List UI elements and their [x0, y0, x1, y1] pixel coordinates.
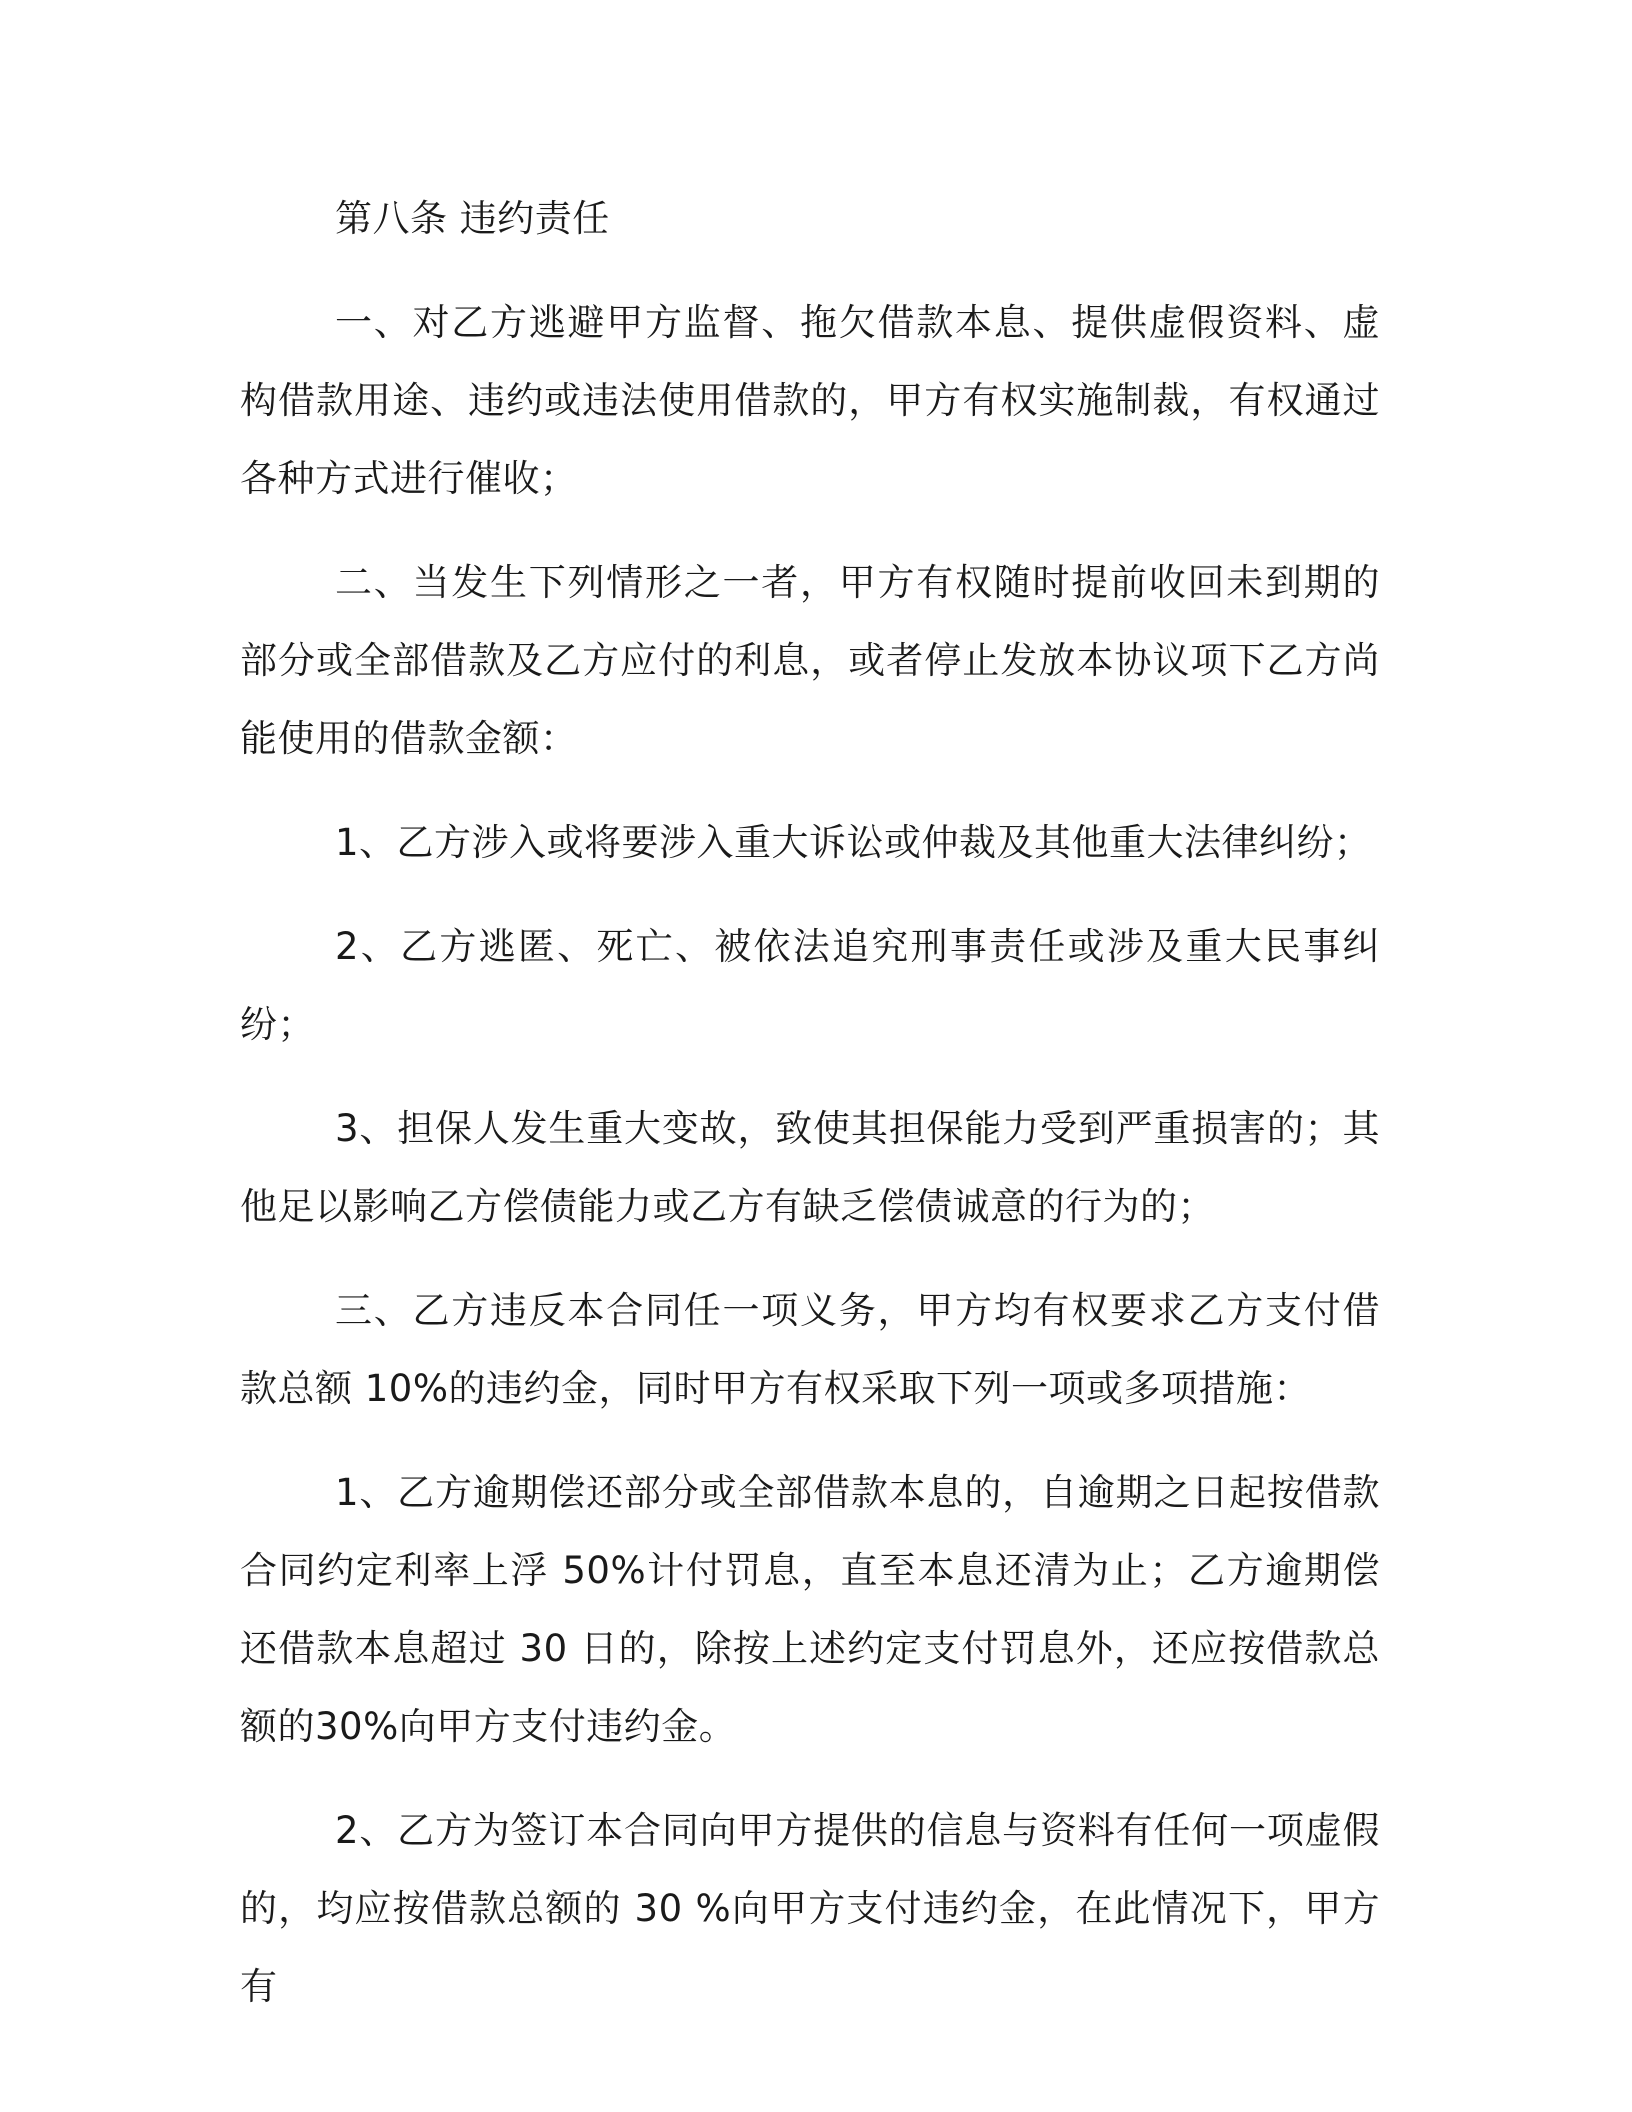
- list-item: 2、乙方为签订本合同向甲方提供的信息与资料有任何一项虚假的，均应按借款总额的 30 %向甲方支付违约金，在此情况下，甲方有: [240, 1809, 1380, 2008]
- list-item: 1、乙方逾期偿还部分或全部借款本息的，自逾期之日起按借款合同约定利率上浮 50%计付罚息，直至本息还清为止；乙方逾期偿还借款本息超过 30 日的，除按上述约定支付罚息外，还应按借款总额的30%向甲方支付违约金。: [240, 1471, 1380, 1748]
- section-heading: 第八条 违约责任: [335, 197, 610, 240]
- list-item: 1、乙方涉入或将要涉入重大诉讼或仲裁及其他重大法律纠纷；: [335, 821, 1372, 864]
- document-body: [240, 180, 1380, 2052]
- list-item: 3、担保人发生重大变故，致使其担保能力受到严重损害的；其他足以影响乙方偿债能力或乙方有缺乏偿债诚意的行为的；: [240, 1107, 1380, 1228]
- paragraph: 一、对乙方逃避甲方监督、拖欠借款本息、提供虚假资料、虚构借款用途、违约或违法使用借款的，甲方有权实施制裁，有权通过各种方式进行催收；: [240, 301, 1380, 500]
- list-item: 2、乙方逃匿、死亡、被依法追究刑事责任或涉及重大民事纠纷；: [240, 925, 1380, 1046]
- paragraph: 二、当发生下列情形之一者，甲方有权随时提前收回未到期的部分或全部借款及乙方应付的利息，或者停止发放本协议项下乙方尚能使用的借款金额：: [240, 561, 1380, 760]
- paragraph: 三、乙方违反本合同任一项义务，甲方均有权要求乙方支付借款总额 10%的违约金，同时甲方有权采取下列一项或多项措施：: [240, 1289, 1380, 1410]
